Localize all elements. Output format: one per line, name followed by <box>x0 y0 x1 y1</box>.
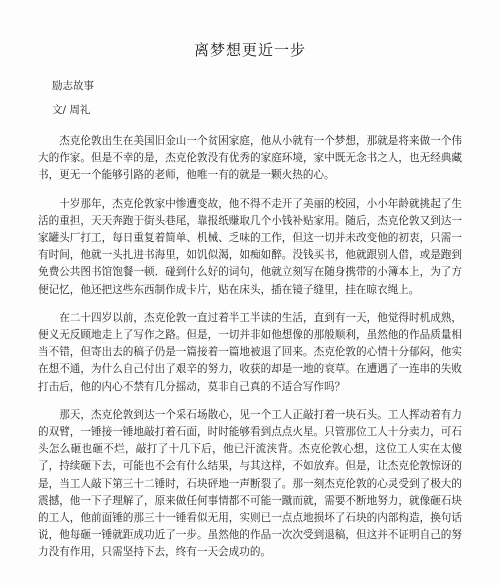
document-title: 离梦想更近一步 <box>193 41 306 59</box>
paragraph-2: 十岁那年，杰克伦敦家中惨遭变故，他不得不走开了美丽的校园，小小年龄就挑起了生活的重担，天天奔跑于街头巷尾，靠报纸赚取几个小钱补贴家用。随后，杰克伦敦又到达一家罐头厂打工，每日重复着简单、机械、乏味的工作，但这一切并未改变他的初衷，只需一有时间，他就一头扎进书海里，如饥似渴，如痴如醉。没钱买书，他就跟别人借，或是跑到免费公共图书馆饱餐一顿．碰到什么好的词句，他就立刻写在随身携带的小簿本上，为了方便记忆，他还把这些东西制作成卡片，贴在床头，插在镜子缝里，挂在晾衣绳上。 <box>38 197 462 296</box>
paragraph-1: 杰克伦敦出生在美国旧金山一个贫困家庭，他从小就有一个梦想，那就是将来做一个伟大的作家。但是不幸的是，杰克伦敦没有优秀的家庭环境，家中既无念书之人，也无经典藏书，更无一个能够引路的老师，他唯一有的就是一颗火热的心。 <box>38 135 462 182</box>
category-label: 励志故事 <box>52 80 94 92</box>
paragraph-4: 那天，杰克伦敦到达一个采石场散心，见一个工人正敲打着一块石头。工人挥动着有力的双臂，一锤接一锤地敲打着石面，时时能够看到点点火星。只管那位工人十分卖力，可石头怎么砸也砸不烂，敲打了十几下后，他已汗流浃背。杰克伦敦心想，这位工人实在太傻了，持续砸下去，可能也不会有什么结果，与其这样，不如放弃。但是，让杰克伦敦惊讶的是，当工人敲下第三十二锤时，石块砰地一声断裂了。那一刻杰克伦敦的心灵受到了极大的震撼，他一下子理解了，原来做任何事情都不可能一蹴而就，需要不断地努力，就像砸石块的工人，他前面锤的那三十一锤看似无用，实则已一点点地损坏了石块的内部构造，换句话说，他每砸一锤就距成功近了一步。虽然他的作品一次次受到退稿，但这并不证明自己的努力没有作用，只需坚持下去，终有一天会成功的。 <box>38 408 462 559</box>
paragraph-3: 在二十四岁以前，杰克伦敦一直过着半工半读的生活，直到有一天，他觉得时机成熟，便义无反顾地走上了写作之路。但是，一切并非如他想像的那般顺利，虽然他的作品质量相当不错，但寄出去的稿子仍是一篇接着一篇地被退了回来。杰克伦敦的心情十分郁闷，他实在想不通，为什么自己付出了艰辛的努力，收获的却是一地的衰草。在遭遇了一连串的失败打击后，他的内心不禁有几分摇动，莫非自己真的不适合写作吗？ <box>38 311 462 393</box>
author-byline: 文/ 周礼 <box>52 104 91 116</box>
